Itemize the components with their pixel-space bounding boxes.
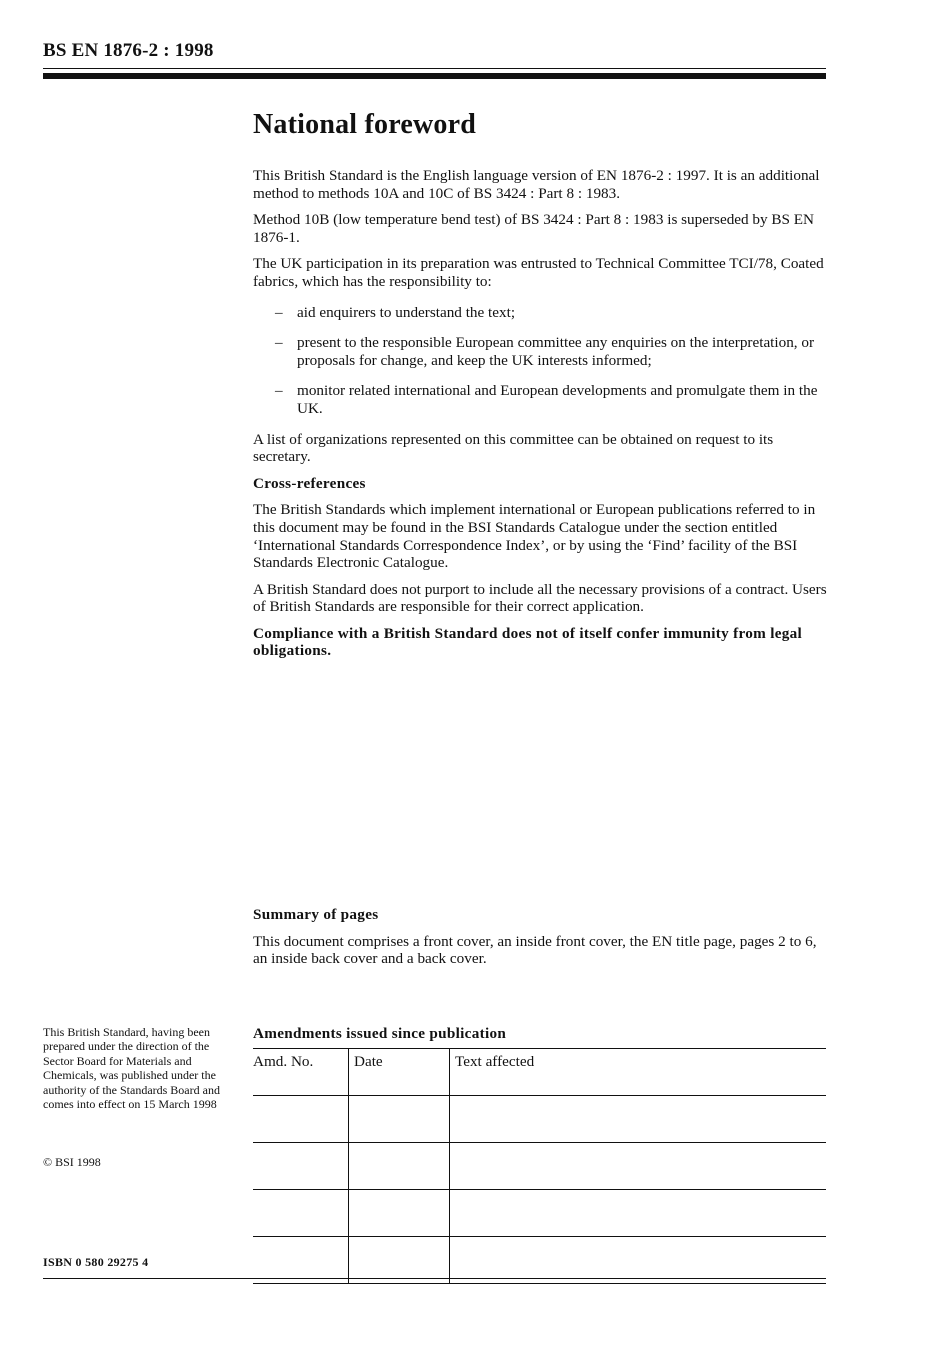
table-cell: [349, 1143, 450, 1190]
summary-text: This document comprises a front cover, an inside front cover, the EN title page, pages 2 to 6, an inside back cover and a back cover.: [253, 932, 817, 968]
list-item: [253, 334, 829, 369]
isbn-number: ISBN 0 580 29275 4: [43, 1255, 149, 1269]
table-cell: [450, 1190, 827, 1237]
table-cell: [450, 1096, 827, 1143]
table-row: [253, 1237, 826, 1284]
foreword-paragraph: The UK participation in its preparation was entrusted to Technical Committee TCI/78, Coated fabrics, which has the responsibility to:: [253, 255, 824, 290]
responsibilities-list: [253, 304, 829, 418]
list-item: [253, 304, 829, 322]
column-header-text-affected: Text affected: [450, 1049, 827, 1096]
cross-references-heading: Cross-references: [253, 474, 366, 492]
table-header-row: [253, 1049, 826, 1096]
table-row: [253, 1096, 826, 1143]
publication-note: This British Standard, having been prepared under the direction of the Sector Board for Materials and Chemicals, was published under the authority of the Standards Board and comes into effect on 15 March 1998: [43, 1025, 220, 1112]
footer-rule: [43, 1278, 826, 1279]
table-cell: [253, 1143, 349, 1190]
table-row: [253, 1143, 826, 1190]
table-cell: [349, 1237, 450, 1284]
compliance-note: Compliance with a British Standard does not of itself confer immunity from legal obligations.: [253, 624, 803, 660]
dash-bullet: –: [275, 334, 283, 352]
table-cell: [253, 1096, 349, 1143]
summary-heading: Summary of pages: [253, 906, 379, 923]
table-cell: [253, 1237, 349, 1284]
header-thick-rule: [43, 73, 826, 79]
organizations-note: A list of organizations represented on this committee can be obtained on request to its secretary.: [253, 430, 774, 466]
table-cell: [349, 1096, 450, 1143]
national-foreword-section: [253, 108, 829, 669]
foreword-heading: National foreword: [253, 109, 476, 140]
dash-bullet: –: [275, 303, 283, 321]
amendments-title: Amendments issued since publication: [253, 1025, 507, 1042]
table-cell: [450, 1143, 827, 1190]
column-header-amd-no: Amd. No.: [253, 1049, 349, 1096]
list-item-text: aid enquirers to understand the text;: [297, 303, 516, 321]
header-thin-rule: [43, 68, 826, 69]
cross-references-paragraph: A British Standard does not purport to include all the necessary provisions of a contract. Users of British Standards are responsible for their correct application.: [253, 580, 827, 616]
table-row: [253, 1190, 826, 1237]
summary-of-pages-section: [253, 906, 829, 968]
foreword-paragraph: This British Standard is the English language version of EN 1876-2 : 1997. It is an additional method to methods 10A and 10C of BS 3424 : Part 8 : 1983.: [253, 167, 820, 202]
amendments-table: [253, 1048, 826, 1284]
document-header-title: BS EN 1876-2 : 1998: [43, 40, 214, 61]
table-cell: [253, 1190, 349, 1237]
column-header-date: Date: [349, 1049, 450, 1096]
copyright-notice: © BSI 1998: [43, 1155, 101, 1169]
foreword-paragraph: Method 10B (low temperature bend test) of BS 3424 : Part 8 : 1983 is superseded by BS EN 1876-1.: [253, 211, 815, 246]
list-item-text: present to the responsible European committee any enquiries on the interpretation, or proposals for change, and keep the UK interests informed;: [297, 334, 815, 369]
cross-references-paragraph: The British Standards which implement international or European publications referred to in this document may be found in the BSI Standards Catalogue under the section entitled ‘International Standards Correspondence Index’, or by using the ‘Find’ facility of the BSI Standards Electronic Catalogue.: [253, 501, 816, 572]
table-cell: [349, 1190, 450, 1237]
list-item-text: monitor related international and European developments and promulgate them in the UK.: [297, 382, 818, 417]
list-item: [253, 382, 829, 417]
dash-bullet: –: [275, 382, 283, 400]
table-cell: [450, 1237, 827, 1284]
